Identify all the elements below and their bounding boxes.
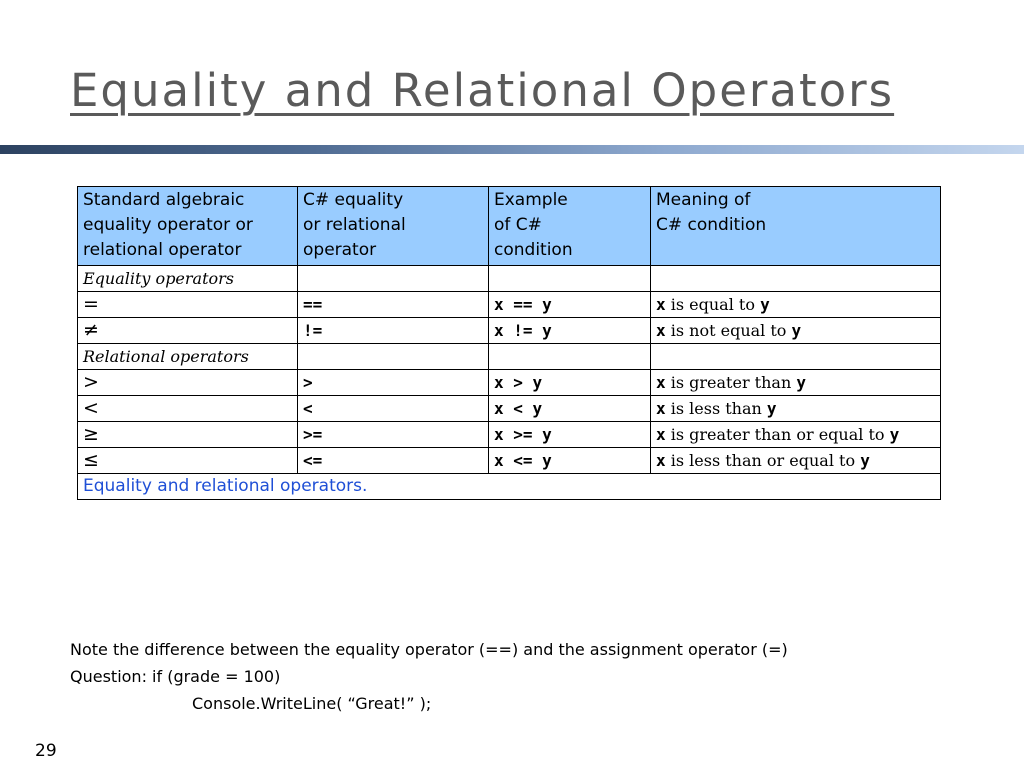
algebraic-operator: =: [78, 292, 298, 318]
csharp-operator: !=: [298, 318, 489, 344]
condition-meaning: x is greater than y: [651, 370, 941, 396]
section-label: Relational operators: [78, 344, 298, 370]
algebraic-operator: ≥: [78, 422, 298, 448]
question-line: Question: if (grade = 100): [70, 667, 281, 686]
example-condition: x != y: [489, 318, 651, 344]
table-row: [78, 422, 941, 448]
code-line: Console.WriteLine( “Great!” );: [192, 694, 432, 713]
csharp-operator: ==: [298, 292, 489, 318]
csharp-operator: >: [298, 370, 489, 396]
example-condition: x < y: [489, 396, 651, 422]
csharp-operator: <=: [298, 448, 489, 474]
header-example: Example of C# condition: [489, 187, 651, 266]
caption-row: [78, 474, 941, 500]
table-row: [78, 396, 941, 422]
operators-table: [77, 186, 941, 500]
example-condition: x == y: [489, 292, 651, 318]
header-csharp-operator: C# equality or relational operator: [298, 187, 489, 266]
table-header-row: [78, 187, 941, 266]
title-divider-bar: [0, 145, 1024, 154]
csharp-operator: <: [298, 396, 489, 422]
table-row: [78, 318, 941, 344]
notes-block: [70, 636, 788, 717]
header-meaning: Meaning of C# condition: [651, 187, 941, 266]
csharp-operator: >=: [298, 422, 489, 448]
note-line: Note the difference between the equality operator (==) and the assignment operator (=): [70, 640, 788, 659]
table-row: [78, 448, 941, 474]
algebraic-operator: ≠: [78, 318, 298, 344]
algebraic-operator: ≤: [78, 448, 298, 474]
table-row: [78, 370, 941, 396]
example-condition: x > y: [489, 370, 651, 396]
page-number: 29: [35, 741, 57, 761]
condition-meaning: x is not equal to y: [651, 318, 941, 344]
table-caption: Equality and relational operators.: [78, 474, 941, 500]
condition-meaning: x is equal to y: [651, 292, 941, 318]
algebraic-operator: <: [78, 396, 298, 422]
condition-meaning: x is less than or equal to y: [651, 448, 941, 474]
condition-meaning: x is greater than or equal to y: [651, 422, 941, 448]
algebraic-operator: >: [78, 370, 298, 396]
section-label: Equality operators: [78, 266, 298, 292]
example-condition: x >= y: [489, 422, 651, 448]
slide-title: Equality and Relational Operators: [70, 64, 895, 117]
table-row: [78, 292, 941, 318]
section-row-equality: [78, 266, 941, 292]
section-row-relational: [78, 344, 941, 370]
condition-meaning: x is less than y: [651, 396, 941, 422]
example-condition: x <= y: [489, 448, 651, 474]
header-algebraic: Standard algebraic equality operator or relational operator: [78, 187, 298, 266]
